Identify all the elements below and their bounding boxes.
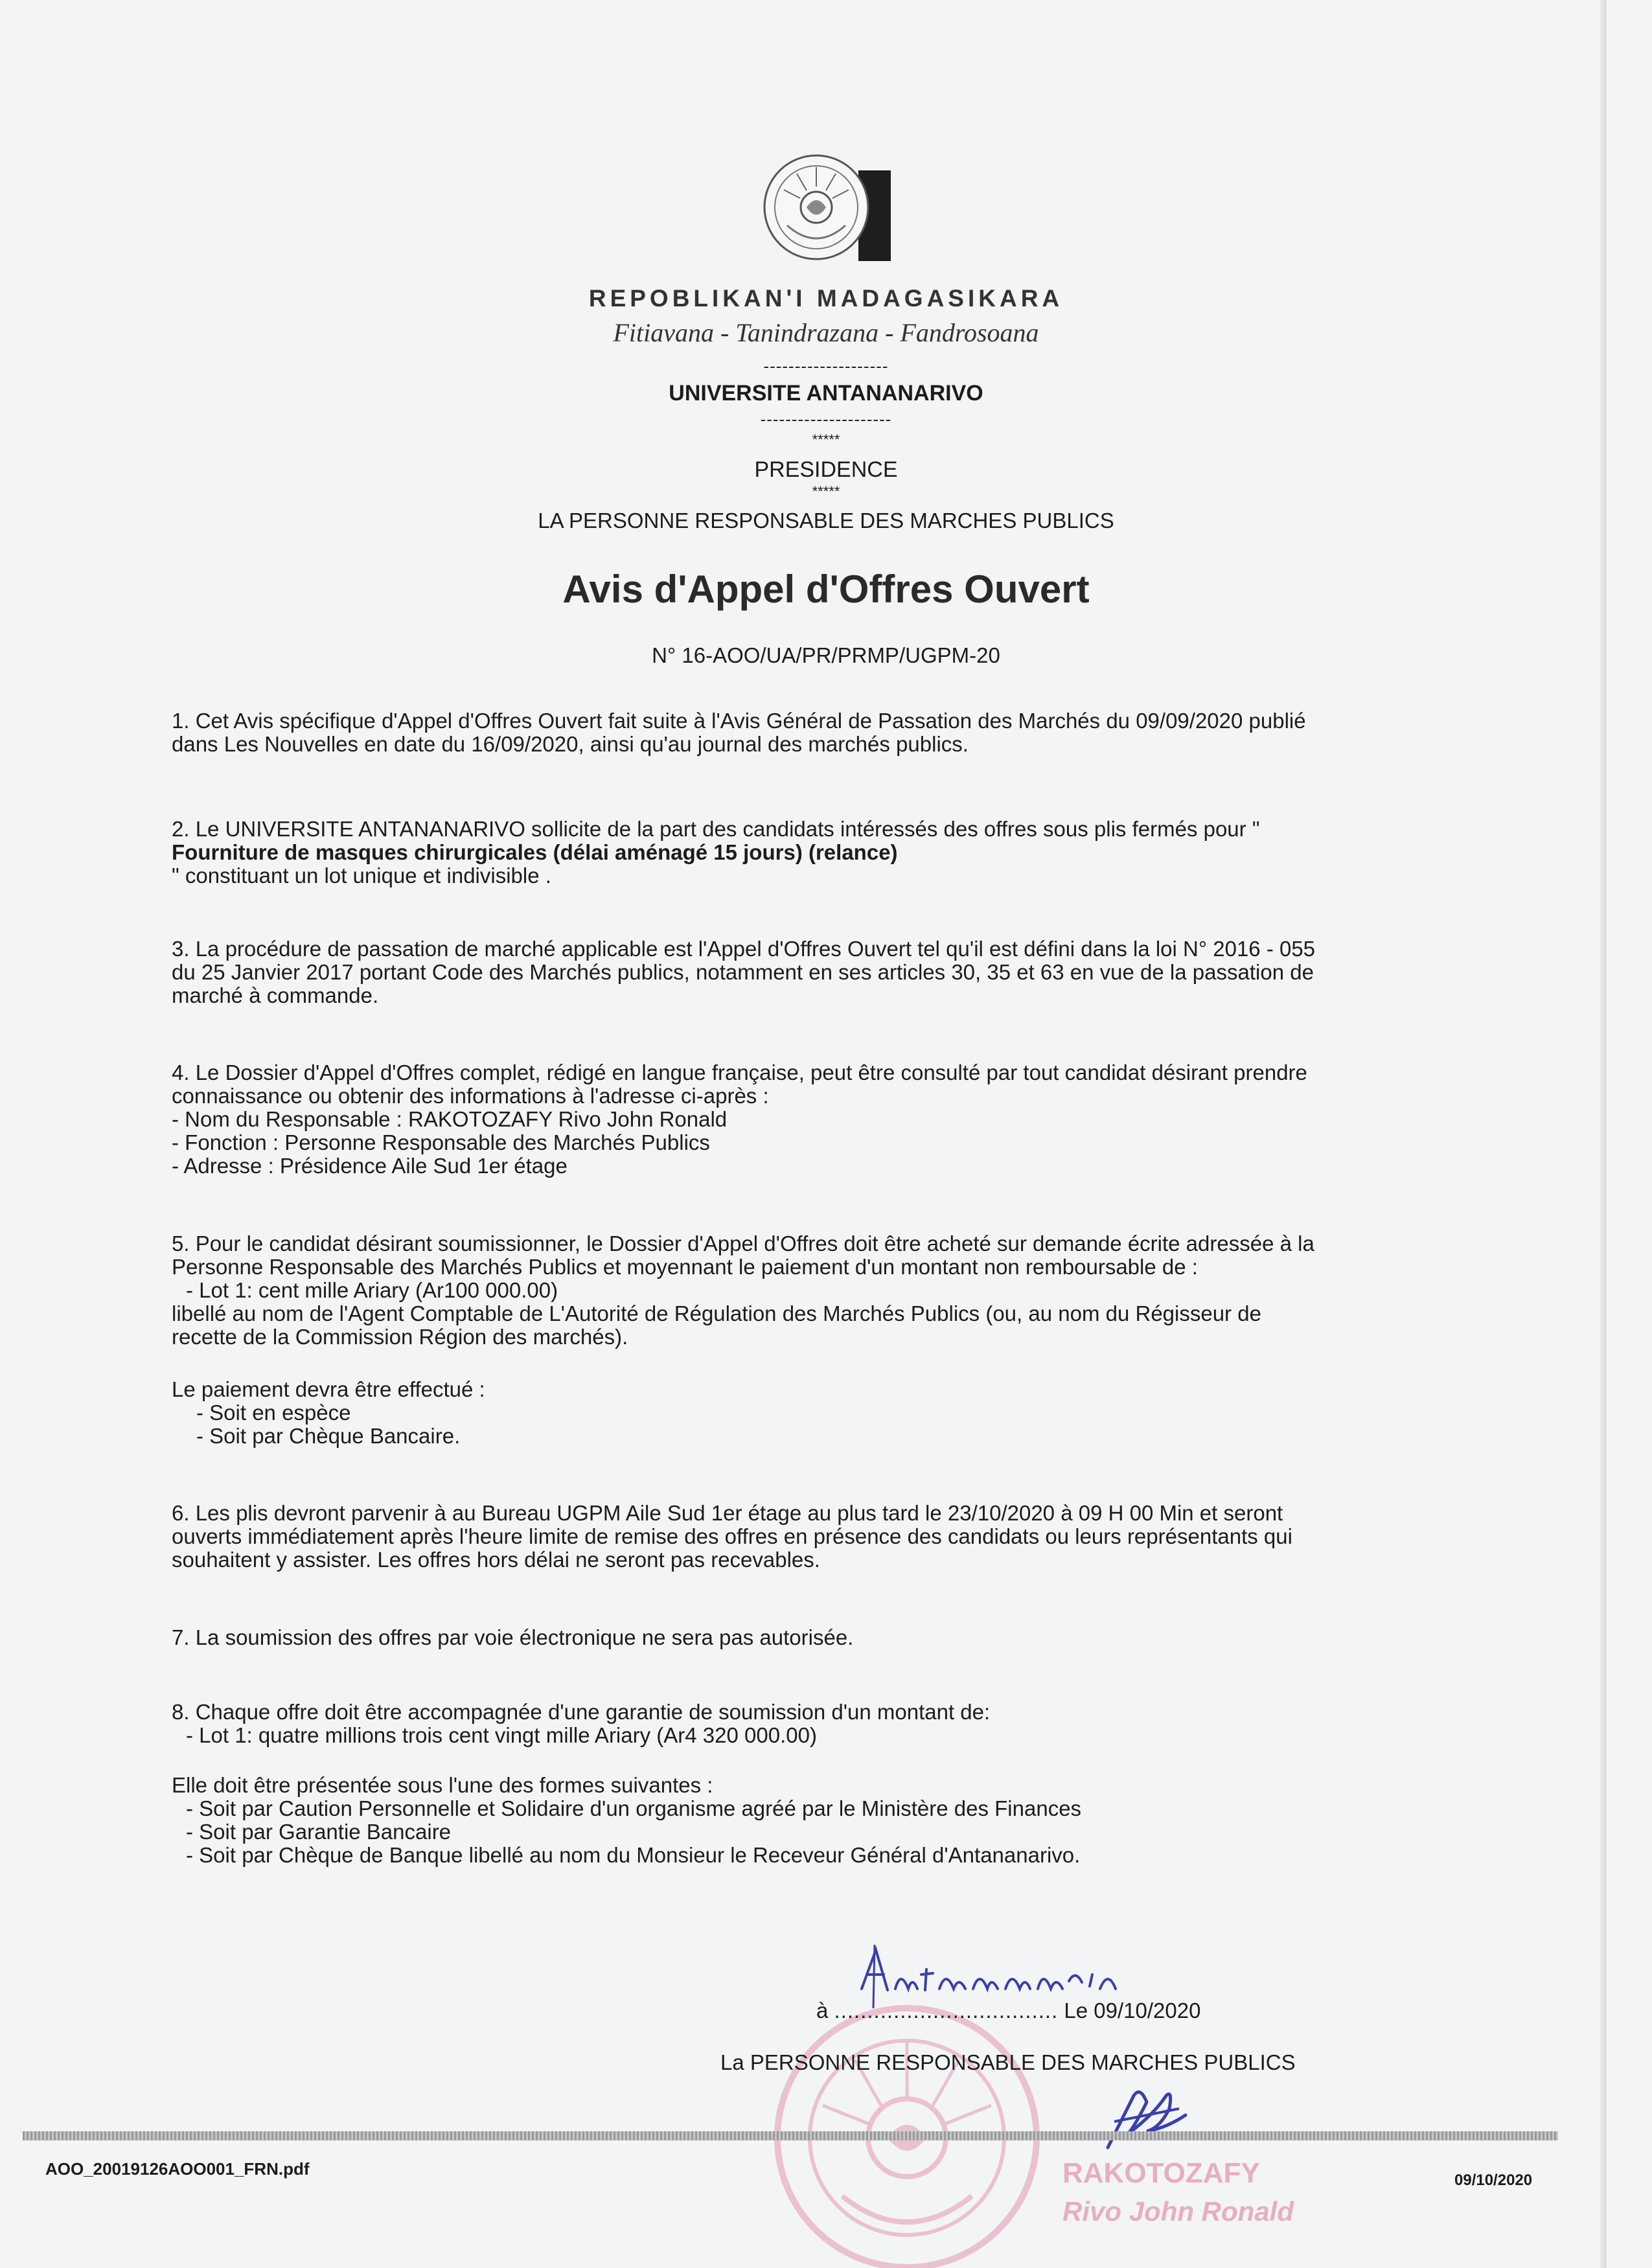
paragraph-line: du 25 Janvier 2017 portant Code des Marchés publics, notamment en ses articles 30, 35 et 63 en vue de la passation de xyxy=(172,960,1314,984)
footer-divider xyxy=(23,2131,1558,2140)
paragraph-line: Elle doit être présentée sous l'une des formes suivantes : xyxy=(172,1773,713,1797)
paragraph-3 xyxy=(172,937,1422,1007)
stamp-name: RAKOTOZAFY xyxy=(1062,2157,1260,2189)
list-item: - Nom du Responsable : RAKOTOZAFY Rivo John Ronald xyxy=(172,1107,728,1131)
authority-name: LA PERSONNE RESPONSABLE DES MARCHES PUBLICS xyxy=(538,509,1114,533)
place-date-line xyxy=(816,1999,1200,2023)
paragraph-line: ouverts immédiatement après l'heure limite de remise des offres en présence des candidats ou leurs représentants qui xyxy=(172,1524,1292,1548)
stars-divider: ***** xyxy=(812,483,840,499)
department-name: PRESIDENCE xyxy=(754,457,898,482)
paragraph-line: Le paiement devra être effectué : xyxy=(172,1377,485,1401)
paragraph-line: 3. La procédure de passation de marché applicable est l'Appel d'Offres Ouvert tel qu'il est défini dans la loi N° 2016 - 055 xyxy=(172,937,1316,961)
header-country: REPOBLIKAN'I MADAGASIKARA xyxy=(588,285,1064,312)
list-item: - Fonction : Personne Responsable des Marchés Publics xyxy=(172,1130,710,1154)
paragraph-line: 4. Le Dossier d'Appel d'Offres complet, rédigé en langue française, peut être consulté par tout candidat désirant prendre xyxy=(172,1060,1307,1084)
signature-icon xyxy=(1095,2083,1199,2154)
paragraph-line: " constituant un lot unique et indivisible . xyxy=(172,864,551,888)
paragraph-line: 7. La soumission des offres par voie électronique ne sera pas autorisée. xyxy=(172,1625,854,1649)
header-motto: Fitiavana - Tanindrazana - Fandrosoana xyxy=(613,318,1039,347)
paragraph-line: 6. Les plis devront parvenir à au Bureau UGPM Aile Sud 1er étage au plus tard le 23/10/2020 à 09 H 00 Min et seront xyxy=(172,1501,1283,1525)
separator: --------------------- xyxy=(760,409,892,429)
footer-date: 09/10/2020 xyxy=(1454,2171,1533,2189)
page-title: Avis d'Appel d'Offres Ouvert xyxy=(562,567,1090,611)
stamp-name: Rivo John Ronald xyxy=(1062,2196,1294,2227)
paragraph-4 xyxy=(172,1061,1422,1178)
paragraph-line: Personne Responsable des Marchés Publics et moyennant le paiement d'un montant non remboursable de : xyxy=(172,1255,1198,1279)
paragraph-line: dans Les Nouvelles en date du 16/09/2020, ainsi qu'au journal des marchés publics. xyxy=(172,732,969,756)
place-prefix: à xyxy=(816,1999,834,2022)
place-dots: .................................. xyxy=(834,1999,1059,2022)
paragraph-line: 5. Pour le candidat désirant soumissionner, le Dossier d'Appel d'Offres doit être acheté sur demande écrite adressée à la xyxy=(172,1231,1314,1255)
list-item: - Soit par Caution Personnelle et Solidaire d'un organisme agréé par le Ministère des Finances xyxy=(186,1796,1082,1820)
list-item: - Lot 1: quatre millions trois cent vingt mille Ariary (Ar4 320 000.00) xyxy=(186,1723,817,1747)
paragraph-6 xyxy=(172,1502,1422,1572)
signatory-role: La PERSONNE RESPONSABLE DES MARCHES PUBLICS xyxy=(720,2050,1296,2074)
paragraph-line: libellé au nom de l'Agent Comptable de L'Autorité de Régulation des Marchés Publics (ou, au nom du Régisseur de xyxy=(172,1301,1261,1325)
paragraph-2 xyxy=(172,818,1422,888)
list-item: - Soit par Chèque Bancaire. xyxy=(196,1424,461,1448)
paragraph-line: recette de la Commission Région des marchés). xyxy=(172,1325,628,1349)
paragraph-8 xyxy=(172,1701,1422,1747)
paragraph-line: 1. Cet Avis spécifique d'Appel d'Offres Ouvert fait suite à l'Avis Général de Passation des Marchés du 09/09/2020 publié xyxy=(172,709,1306,733)
stars-divider: ***** xyxy=(812,431,840,448)
guarantee-forms xyxy=(172,1774,1422,1867)
payment-methods xyxy=(172,1378,1422,1448)
list-item: - Soit par Garantie Bancaire xyxy=(186,1820,452,1844)
list-item: - Soit par Chèque de Banque libellé au nom du Monsieur le Receveur Général d'Antananarivo. xyxy=(186,1843,1081,1867)
paragraph-line: marché à commande. xyxy=(172,983,379,1007)
signature-date: Le 09/10/2020 xyxy=(1058,1999,1201,2022)
separator: -------------------- xyxy=(763,356,889,376)
list-item: - Lot 1: cent mille Ariary (Ar100 000.00) xyxy=(186,1278,558,1302)
list-item: - Adresse : Présidence Aile Sud 1er étage xyxy=(172,1154,568,1178)
reference-number: N° 16-AOO/UA/PR/PRMP/UGPM-20 xyxy=(652,643,1000,667)
paragraph-line: souhaitent y assister. Les offres hors délai ne seront pas recevables. xyxy=(172,1548,820,1572)
paragraph-5 xyxy=(172,1232,1422,1349)
paragraph-1 xyxy=(172,709,1422,756)
paragraph-line: 8. Chaque offre doit être accompagnée d'une garantie de soumission d'un montant de: xyxy=(172,1700,991,1724)
organization-name: UNIVERSITE ANTANANARIVO xyxy=(669,381,983,406)
paragraph-line: 2. Le UNIVERSITE ANTANANARIVO sollicite de la part des candidats intéressés des offres sous plis fermés pour " xyxy=(172,817,1260,841)
paragraph-line: connaissance ou obtenir des informations à l'adresse ci-après : xyxy=(172,1084,769,1108)
national-emblem-icon xyxy=(761,148,894,268)
list-item: - Soit en espèce xyxy=(196,1401,351,1425)
paragraph-7 xyxy=(172,1626,1422,1649)
footer-filename: AOO_20019126AOO001_FRN.pdf xyxy=(45,2159,310,2179)
tender-subject: Fourniture de masques chirurgicales (délai aménagé 15 jours) (relance) xyxy=(172,840,898,864)
